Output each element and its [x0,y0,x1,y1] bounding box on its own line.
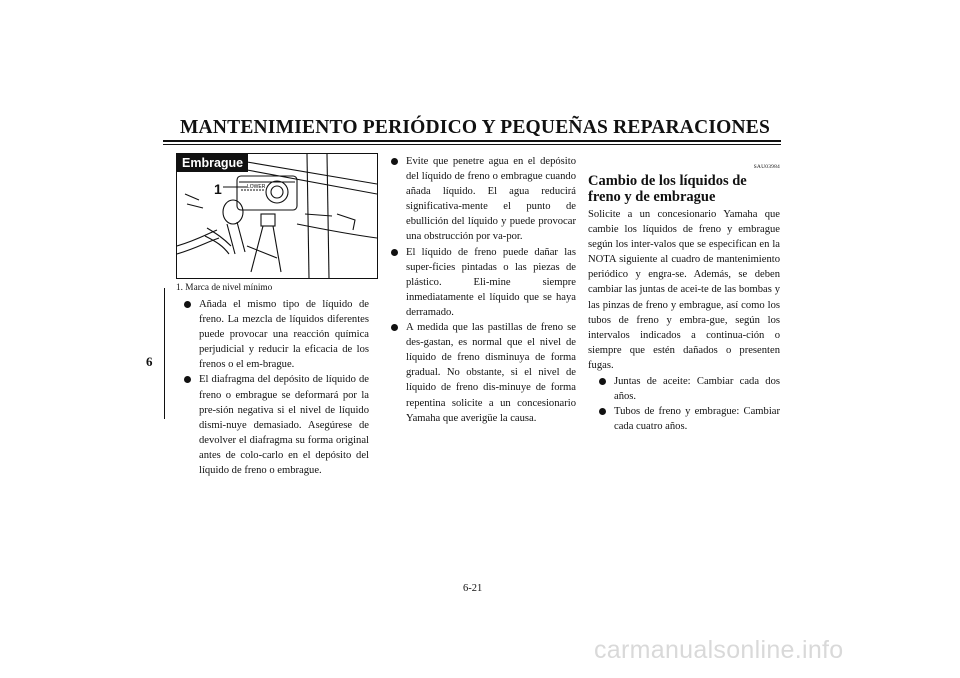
bullet-item [598,374,780,404]
bullet-text: Juntas de aceite: Cambiar cada dos años. [614,376,780,403]
page-header-title: MANTENIMIENTO PERIÓDICO Y PEQUEÑAS REPARACIONES [179,117,771,138]
figure-label: Embrague [177,154,248,172]
column-1 [183,297,369,478]
figure-callout-number: 1 [214,181,222,197]
clutch-reservoir-illustration [177,154,377,278]
figure-caption: 1. Marca de nivel mínimo [176,283,273,293]
bullet-item [390,154,576,245]
bullet-text: Añada el mismo tipo de líquido de freno. La mezcla de líquidos diferentes puede provocar una reacción química perjudicial y reducir la eficacia de los frenos o el em-brague. [199,299,369,371]
section-paragraph: Solicite a un concesionario Yamaha que cambie los líquidos de freno y embrague según los inter-valos que se especifican en la NOTA siguiente al cuadro de mantenimiento periódico y engra-se. Además, se deben cambiar las juntas de acei-te de las bombas y las pinzas de freno y embrague, así como los tubos de freno y embra-gue, según los intervalos indicados a continua-ción o siempre que estén dañados o presenten fugas. [588,209,780,371]
chapter-number: 6 [146,354,153,369]
bullet-item [183,372,369,478]
bullet-dot [391,249,398,256]
bullet-item [390,320,576,426]
bullet-text: A medida que las pastillas de freno se des-gastan, es normal que el nivel de líquido de freno disminuya de forma gradual. No obstante, si el nivel de líquido de freno dis-minuye de forma repentina solicite a un concesionario Yamaha que averigüe la causa. [406,322,576,424]
bullet-item [183,297,369,372]
bullet-dot [184,376,191,383]
figure-clutch-reservoir [176,153,378,279]
section-title: Cambio de los líquidos de freno y de embrague [588,173,747,205]
bullet-dot [599,408,606,415]
bullet-text: Tubos de freno y embrague: Cambiar cada cuatro años. [614,406,780,433]
bullet-text: El diafragma del depósito de líquido de freno o embrague se deformará por la pre-sión negativa si el nivel de líquido dismi-nuye demasiado. Asegúrese de devolver el diafragma su forma original antes de colo-carlo en el depósito del líquido de freno o embrague. [199,374,369,477]
header-rule-thin [163,144,781,145]
bullet-dot [184,301,191,308]
lower-level-mark: LOWER [247,184,266,190]
page-number: 6-21 [463,583,483,594]
bullet-text: Evite que penetre agua en el depósito del líquido de freno o embrague cuando añada líquido. El agua reducirá significativa-mente el punto de ebullición del líquido y puede provocar una obstrucción por va-por. [406,156,576,243]
bullet-dot [599,378,606,385]
column-2 [390,154,576,426]
watermark: carmanualsonline.info [594,636,844,664]
bullet-dot [391,158,398,165]
bullet-item [390,245,576,320]
chapter-tab [128,288,165,419]
column-3 [588,164,780,434]
bullet-text: El líquido de freno puede dañar las super-ficies pintadas o las piezas de plástico. Eli-mine siempre inmediatamente el líquido que se haya derramado. [406,246,576,318]
bullet-item [598,404,780,434]
header-rule [163,140,781,142]
bullet-dot [391,324,398,331]
section-code: SAU03984 [753,164,780,170]
